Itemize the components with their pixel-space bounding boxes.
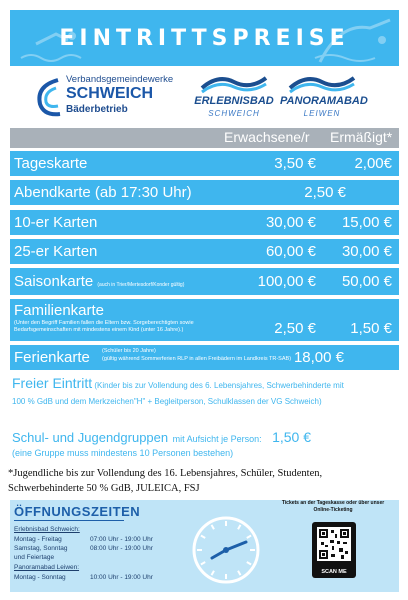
erlebnisbad-logo [192,72,276,126]
price-column-header [10,128,399,148]
hours-day: und Feiertage [14,554,55,561]
price-row-10er [10,210,399,235]
price-row-25er [10,239,399,264]
reduced-price: 50,00 € [341,273,392,290]
groups-title: Schul- und Jugendgruppen [12,430,169,445]
hours-day: Montag - Freitag [14,536,62,543]
adult-price: 3,50 € [274,155,316,172]
bad1-heading: Erlebnisbad Schweich: [14,526,80,533]
adult-price: 100,00 € [257,273,316,290]
opening-hours-panel [10,500,399,592]
price-row-abendkarte [10,180,399,205]
groups-supervision: mit Aufsicht je Person: [172,434,262,444]
familie-fine-1: (Unter den Begriff Familien fallen die Eltern bzw. Sorgeberechtigten sowie [14,320,194,326]
free-entry-text-1: (Kinder bis zur Vollendung des 6. Lebensjahres, Schwerbehinderte mit [94,381,344,390]
price-row-tageskarte [10,151,399,176]
qr-code[interactable] [312,522,356,578]
reduced-column-label: Ermäßigt* [330,129,393,145]
hours-title: ÖFFNUNGSZEITEN [14,504,141,519]
hours-time: 07:00 Uhr - 19:00 Uhr [90,536,153,543]
free-entry-title: Freier Eintritt [12,375,93,391]
free-entry-text-2: 100 % GdB und dem Merkzeichen"H" + Begleitperson, Schulklassen der VG Schweich) [12,397,322,406]
page-title: EINTRITTSPREISE [59,26,350,51]
groups-price: 1,50 € [272,429,312,445]
vgw-logo [32,74,182,122]
panoramabad-place: LEIWEN [303,109,341,118]
single-price: 2,50 € [304,184,346,201]
row-label: Familienkarte [14,302,105,319]
wave-icon [288,72,356,94]
price-row-ferienkarte [10,345,399,370]
hours-day: Samstag, Sonntag [14,545,68,552]
row-label: 25-er Karten [14,243,98,260]
adult-price: 60,00 € [265,243,316,260]
reduced-price: 2,00€ [354,155,392,172]
vgw-big-text: SCHWEICH [66,85,154,102]
adult-price: 2,50 € [274,320,316,337]
groups-block [10,428,399,458]
tickets-line-2: Online-Ticketing [313,507,353,513]
price-row-saisonkarte [10,268,399,295]
reduced-price: 30,00 € [341,243,392,260]
hours-time: 08:00 Uhr - 19:00 Uhr [90,545,153,552]
saison-note: (auch in Trier/Mertesdorf/Konder gültig) [97,282,185,288]
price-row-familienkarte [10,299,399,341]
divider [14,520,124,521]
free-entry-block [10,377,399,408]
single-price: 18,00 € [293,349,344,366]
logo-strip [10,68,399,126]
saison-label: Saisonkarte [14,273,94,290]
bad2-heading: Panoramabad Leiwen: [14,564,80,571]
adult-column-label: Erwachsene/r [224,129,310,145]
hours-time: 10:00 Uhr - 19:00 Uhr [90,574,153,581]
title-banner [10,10,399,66]
footnote-line-1: *Jugendliche bis zur Vollendung des 16. Lebensjahres, Schüler, Studenten, [8,468,323,479]
familie-fine-2: Bedarfsgemeinschaften mit mindestens einem Kind (unter 16 Jahre).) [14,327,184,333]
row-label: Ferienkarte [14,349,90,366]
tickets-line-1: Tickets an der Tageskasse oder über unser [281,500,385,506]
swirl-icon [32,76,64,120]
erlebnisbad-place: SCHWEICH [208,109,260,118]
reduced-price: 1,50 € [350,320,392,337]
wave-icon [200,72,268,94]
erlebnisbad-name: ERLEBNISBAD [194,95,274,107]
row-label: Abendkarte (ab 17:30 Uhr) [14,184,192,201]
hours-day: Montag - Sonntag [14,574,66,581]
row-label: 10-er Karten [14,214,98,231]
row-label [14,273,184,290]
ferien-note-1: (Schüler bis 20 Jahre) [102,348,156,354]
reduced-price: 15,00 € [341,214,392,231]
clock-icon [190,514,262,586]
footnote [8,466,400,496]
adult-price: 30,00 € [265,214,316,231]
ferien-note-2: (gültig während Sommerferien RLP in allen Freibädern im Landkreis TR-SAB) [102,356,292,362]
panoramabad-name: PANORAMABAD [280,95,368,107]
row-label: Tageskarte [14,155,88,172]
footnote-line-2: Schwerbehinderte 50 % GdB, JULEICA, FSJ [8,483,200,494]
groups-text: (eine Gruppe muss mindestens 10 Personen bestehen) [12,448,234,458]
vgw-small-text: Verbandsgemeindewerke [66,74,174,85]
qr-pattern-icon [317,527,351,561]
vgw-sub-text: Bäderbetrieb [66,104,128,115]
tickets-note [268,500,398,514]
scan-me-label: SCAN ME [321,569,347,575]
panoramabad-logo [280,72,368,126]
